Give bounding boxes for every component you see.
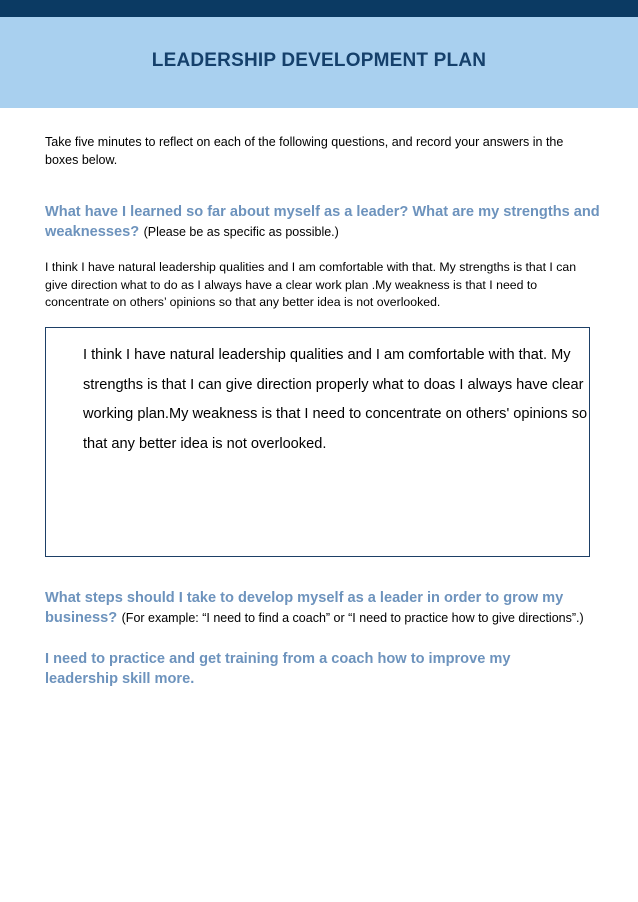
question-2-note: (For example: “I need to find a coach” or “I need to practice how to give directions”.) xyxy=(121,611,584,625)
intro-text: Take five minutes to reflect on each of the following questions, and record your answers in the boxes below. xyxy=(45,135,564,167)
page-title: LEADERSHIP DEVELOPMENT PLAN xyxy=(151,49,487,71)
answer-box[interactable] xyxy=(45,327,590,557)
question-2-answer: I need to practice and get training from a coach how to improve my leadership skill more. xyxy=(45,651,511,687)
question-1-note: (Please be as specific as possible.) xyxy=(143,225,339,239)
question-1-title: What have I learned so far about myself as a leader? What are my strengths and weaknesses? xyxy=(45,204,600,240)
top-bar xyxy=(0,0,638,17)
question-2-title: What steps should I take to develop myself as a leader in order to grow my business? xyxy=(45,590,564,626)
answer-box-text: I think I have natural leadership qualities and I am comfortable with that. My strengths is that I can give direction properly what to doas I always have clear working plan.My weakness is that I need to concentrate on others' opinions so that any better idea is not overlooked. xyxy=(83,347,588,452)
question-2 xyxy=(45,588,605,628)
header-band xyxy=(0,17,638,108)
question-1 xyxy=(45,202,605,242)
question-1-answer: I think I have natural leadership qualities and I am comfortable with that. My strengths is that I can give direction what to do as I always have a clear work plan .My weakness is that I need to concentrate on others’ opinions so that any better idea is not overlooked. xyxy=(45,260,577,309)
